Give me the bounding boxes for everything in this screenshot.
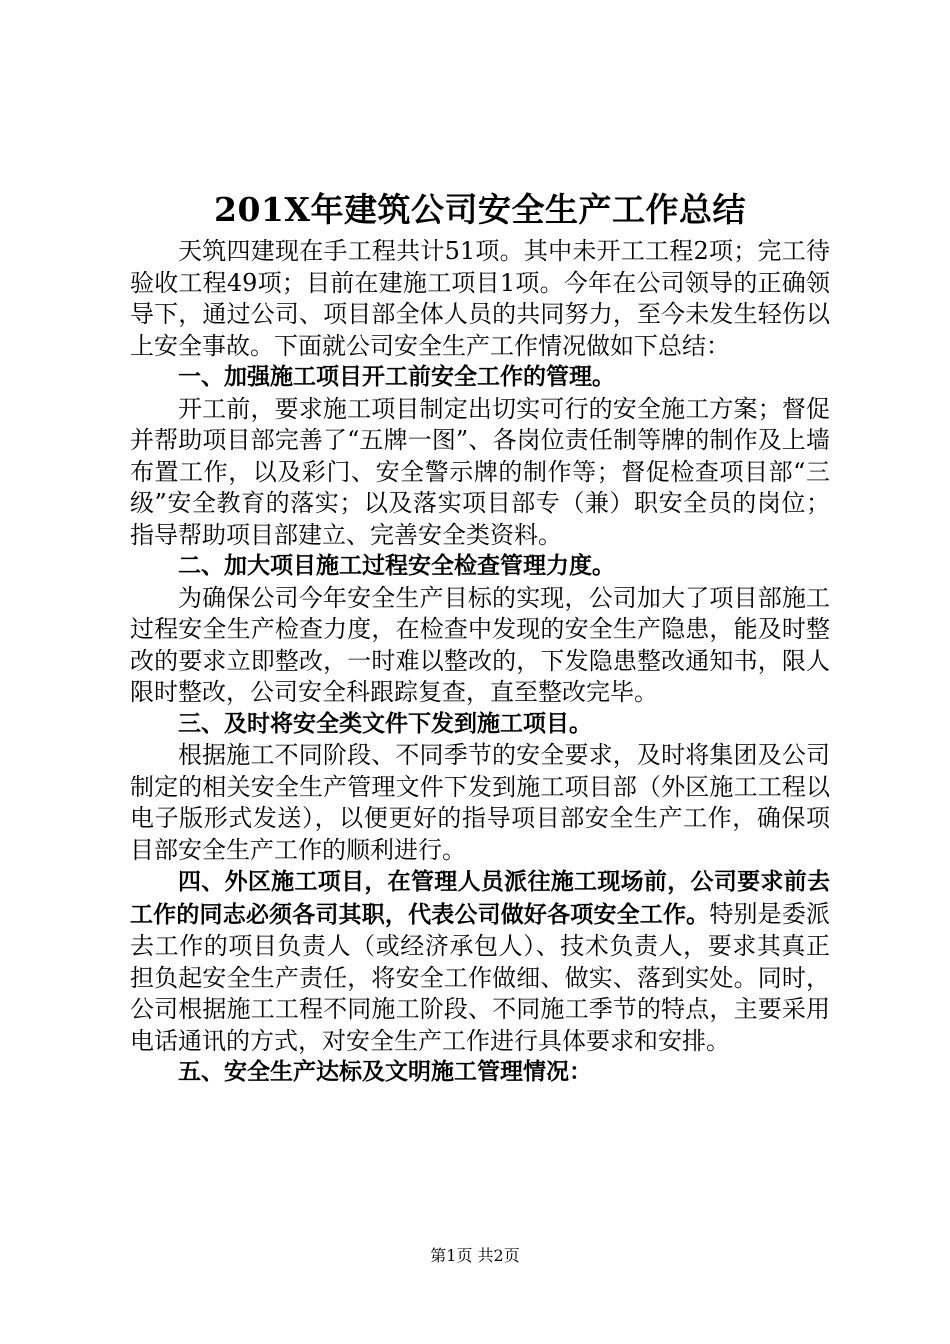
section-5-heading: 五、安全生产达标及文明施工管理情况： xyxy=(178,1059,592,1085)
section-4-heading: 四、外区施工项目，在管理人员派往施工现场前，公司要求前去工作的同志必须各司其职，代表公司做好各项安全工作。 xyxy=(130,869,830,928)
intro-paragraph: 天筑四建现在手工程共计51项。其中未开工工程2项；完工待验收工程49项；目前在建施工项目1项。今年在公司领导的正确领导下，通过公司、项目部全体人员的共同努力，至今未发生轻伤以上安全事故。下面就公司安全生产工作情况做如下总结： xyxy=(130,237,830,360)
section-2-heading: 二、加大项目施工过程安全检查管理力度。 xyxy=(178,553,615,579)
document-title: 201X年建筑公司安全生产工作总结 xyxy=(214,190,746,229)
section-3-heading: 三、及时将安全类文件下发到施工项目。 xyxy=(178,710,592,737)
document-page xyxy=(130,0,830,1344)
section-4-paragraph xyxy=(130,866,830,1057)
page-footer: 第1页 共2页 xyxy=(430,1246,520,1265)
section-3-paragraph: 根据施工不同阶段、不同季节的安全要求，及时将集团及公司制定的相关安全生产管理文件下发到施工项目部（外区施工工程以电子版形式发送），以便更好的指导项目部安全生产工作，确保项目部安全生产工作的顺利进行。 xyxy=(130,741,830,864)
section-4-text: 特别是委派去工作的项目负责人（或经济承包人）、技术负责人，要求其真正担负起安全生产责任，将安全工作做细、做实、落到实处。同时，公司根据施工工程不同施工阶段、不同施工季节的特点，主要采用电话通讯的方式，对安全生产工作进行具体要求和安排。 xyxy=(130,899,831,1055)
document-body xyxy=(130,236,830,1089)
section-1-paragraph: 开工前，要求施工项目制定出切实可行的安全施工方案；督促并帮助项目部完善了“五牌一图”、各岗位责任制等牌的制作及上墙布置工作，以及彩门、安全警示牌的制作等；督促检查项目部“三级”安全教育的落实；以及落实项目部专（兼）职安全员的岗位；指导帮助项目部建立、完善安全类资料。 xyxy=(130,394,830,549)
section-1-heading: 一、加强施工项目开工前安全工作的管理。 xyxy=(178,364,615,390)
section-2-paragraph: 为确保公司今年安全生产目标的实现，公司加大了项目部施工过程安全生产检查力度，在检查中发现的安全生产隐患，能及时整改的要求立即整改，一时难以整改的，下发隐患整改通知书，限人限时整改，公司安全科跟踪复查，直至整改完毕。 xyxy=(130,583,830,706)
